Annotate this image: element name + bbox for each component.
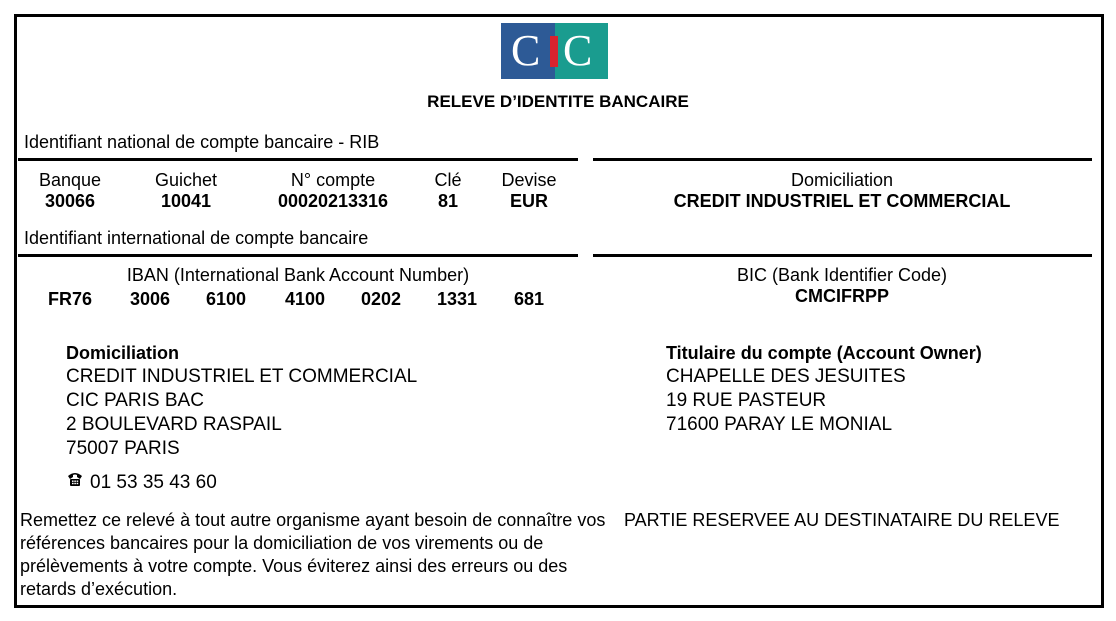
- rib-col-devise: [494, 170, 564, 212]
- rib-col-header: N° compte: [290, 170, 376, 190]
- address-line: CIC PARIS BAC: [66, 390, 204, 411]
- rib-col-cle: [418, 170, 478, 212]
- iban-group: 6100: [206, 289, 247, 309]
- bic-value: CMCIFRPP: [795, 286, 889, 306]
- bic-header: BIC (Bank Identifier Code): [736, 265, 948, 285]
- international-rule-right: [593, 254, 1092, 257]
- rib-col-header: Banque: [38, 170, 102, 190]
- iban-header: IBAN (International Bank Account Number): [126, 265, 470, 285]
- domiciliation-address: [66, 341, 417, 461]
- iban-group: 3006: [130, 289, 171, 309]
- iban-group: 1331: [437, 289, 478, 309]
- iban-group: 4100: [285, 289, 326, 309]
- rib-col-value: EUR: [509, 191, 548, 211]
- address-line: CREDIT INDUSTRIEL ET COMMERCIAL: [66, 366, 418, 387]
- rib-col-value: 81: [437, 191, 459, 211]
- rib-col-numero-compte: [258, 170, 408, 212]
- domiciliation-heading: Domiciliation: [66, 343, 180, 363]
- phone-number: 01 53 35 43 60: [90, 472, 217, 493]
- rib-col-header: Clé: [434, 170, 462, 190]
- logo-letter-left: C: [511, 26, 541, 75]
- address-line: 75007 PARIS: [66, 438, 180, 459]
- rib-col-value: 30066: [44, 191, 96, 211]
- iban-group: 681: [514, 289, 545, 309]
- rib-rule-left: [18, 158, 578, 161]
- rib-col-banque: [20, 170, 120, 212]
- rib-col-value: 10041: [160, 191, 212, 211]
- owner-line: CHAPELLE DES JESUITES: [666, 366, 906, 387]
- rib-col-guichet: [136, 170, 236, 212]
- bic-block: [600, 265, 1084, 307]
- rib-col-value: 00020213316: [277, 191, 389, 211]
- rib-rule-right: [593, 158, 1092, 161]
- logo-red-bar: [550, 36, 558, 67]
- rib-section-label: Identifiant national de compte bancaire - RIB: [24, 132, 380, 152]
- rib-col-header: Devise: [501, 170, 557, 190]
- owner-address: [666, 341, 982, 437]
- rib-domiciliation-header: Domiciliation: [790, 170, 894, 190]
- iban-group: 0202: [361, 289, 402, 309]
- cic-logo: [501, 23, 608, 79]
- rib-col-header: Guichet: [154, 170, 218, 190]
- address-line: 2 BOULEVARD RASPAIL: [66, 414, 282, 435]
- international-rule-left: [18, 254, 578, 257]
- iban-group: FR76: [48, 289, 93, 309]
- rib-domiciliation-value: CREDIT INDUSTRIEL ET COMMERCIAL: [673, 191, 1011, 211]
- owner-line: 71600 PARAY LE MONIAL: [666, 414, 893, 435]
- owner-heading: Titulaire du compte (Account Owner): [666, 343, 982, 363]
- logo-letter-right: C: [563, 26, 593, 75]
- rib-domiciliation: [600, 170, 1084, 212]
- international-section-label: Identifiant international de compte bancaire: [24, 228, 369, 248]
- reserved-area-label: PARTIE RESERVEE AU DESTINATAIRE DU RELEVE: [624, 510, 1060, 530]
- telephone-icon: [66, 471, 84, 487]
- document-title: RELEVE D’IDENTITE BANCAIRE: [427, 92, 689, 111]
- owner-line: 19 RUE PASTEUR: [666, 390, 827, 411]
- notice-text: Remettez ce relevé à tout autre organisme ayant besoin de connaître vos références bancaires pour la domiciliation de vos virements ou de prélèvements à votre compte. Vous éviterez ainsi des erreurs ou des retards d’exécution.: [20, 510, 606, 599]
